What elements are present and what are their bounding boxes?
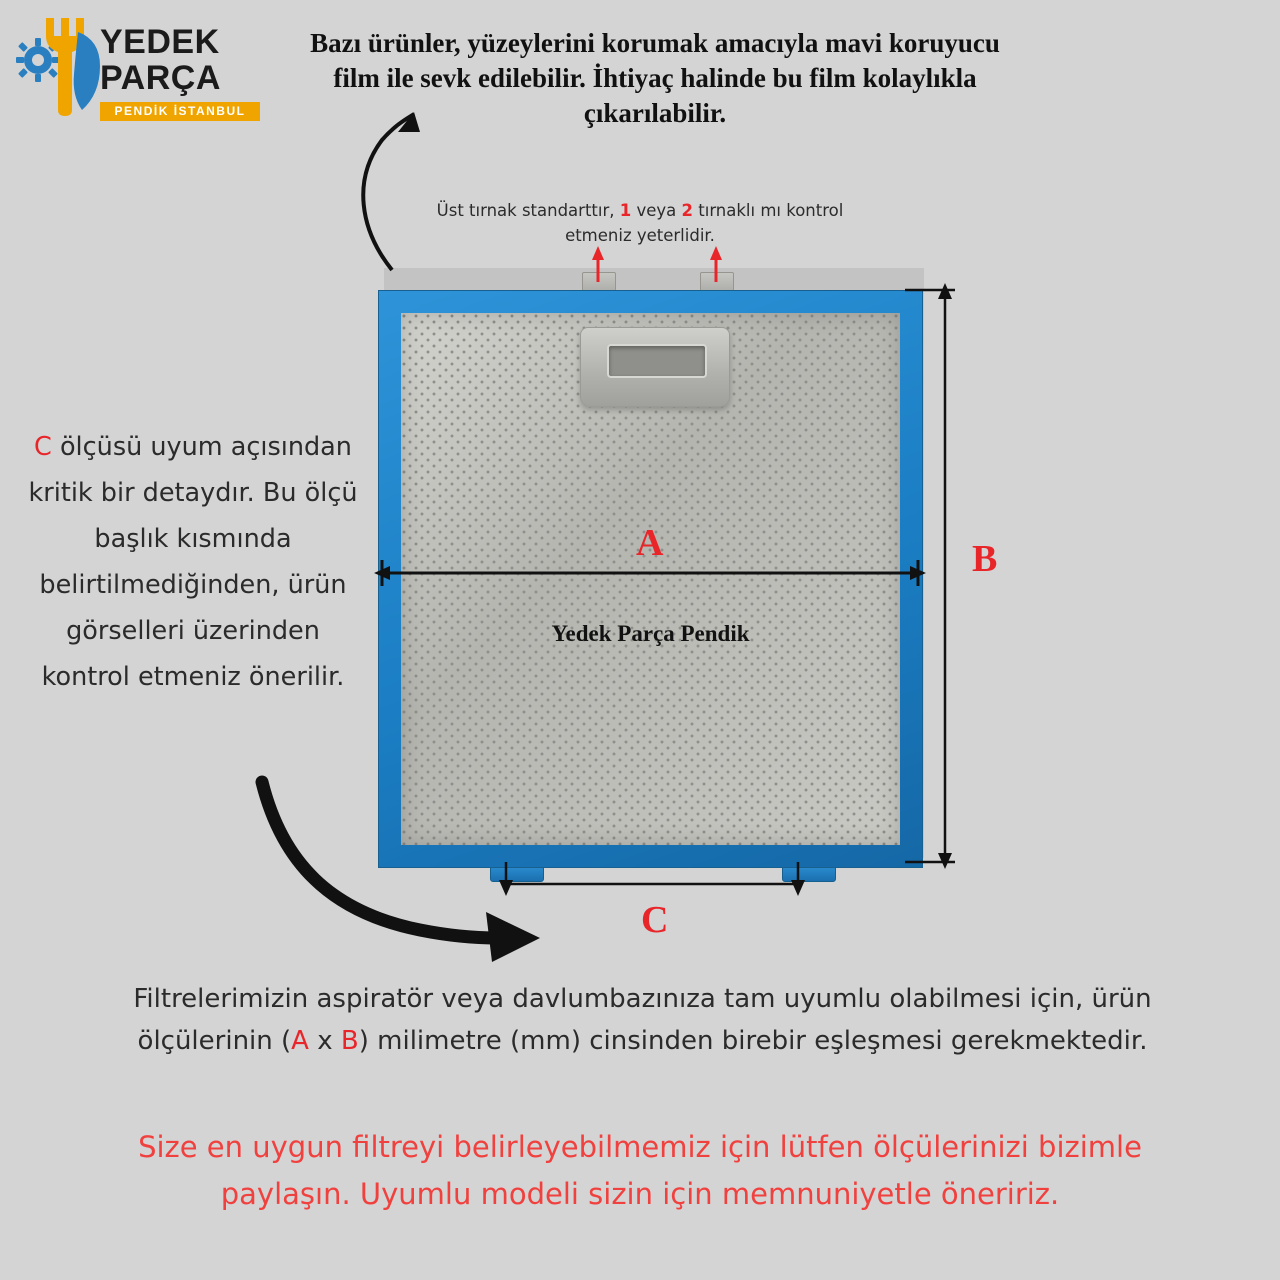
call-to-action-text: Size en uygun filtreyi belirleyebilmemiz için lütfen ölçülerinizi bizimle paylaşın. Uyumlu modeli sizin için memnuniyetle öneririz.: [138, 1130, 1142, 1211]
dimension-b-arrow-top: [938, 283, 952, 299]
headline-text: Bazı ürünler, yüzeylerini korumak amacıyla mavi koruyucu film ile sevk edilebilir. İhtiyaç halinde bu film kolaylıkla çıkarılabilir.: [310, 28, 1000, 128]
c-measure-body: ölçüsü uyum açısından kritik bir detaydır. Bu ölçü başlık kısmında belirtilmediğinden, ürün görselleri üzerinden kontrol etmeniz önerilir.: [28, 432, 358, 692]
dimension-c-arrow-left: [499, 880, 513, 896]
tab-note-count-2: 2: [681, 201, 694, 220]
logo-subtitle: PENDİK İSTANBUL: [100, 102, 260, 121]
tab-arrowhead-left: [592, 246, 604, 260]
brand-logo: [14, 8, 264, 126]
logo-line-2: PARÇA: [100, 59, 221, 97]
compatibility-text: [110, 978, 1175, 1062]
headline-pointer-arrow: [363, 114, 414, 270]
tab-note-part2: veya: [631, 201, 682, 220]
tab-note-part3: tırnaklı mı kontrol etmeniz yeterlidir.: [565, 201, 844, 245]
bottom-pointer-arrowhead: [486, 912, 540, 962]
compat-part2: ) milimetre (mm) cinsinden birebir eşleşmesi gerekmektedir.: [358, 1026, 1148, 1056]
label-a: A: [636, 522, 664, 564]
handle-slot: [607, 344, 707, 378]
filter-handle: [580, 327, 730, 407]
filter-frame: [378, 290, 923, 868]
tab-note-text: [420, 198, 860, 248]
tab-arrowhead-right: [710, 246, 722, 260]
wrench-screwdriver-icon: [38, 14, 104, 118]
filter-illustration: [370, 262, 930, 882]
compat-part1: Filtrelerimizin aspiratör veya davlumbazınıza tam uyumlu olabilmesi için, ürün ölçülerinin (: [133, 984, 1152, 1056]
tab-note-part1: Üst tırnak standarttır,: [436, 201, 620, 220]
label-b: B: [972, 538, 998, 580]
logo-line-1: YEDEK: [100, 23, 220, 61]
c-measure-explanation: [28, 424, 358, 700]
compat-a: A: [291, 1026, 309, 1056]
dimension-b-arrow-bottom: [938, 853, 952, 869]
tab-note-count-1: 1: [619, 201, 632, 220]
product-watermark: Yedek Parça Pendik: [551, 621, 750, 646]
c-letter-inline: C: [34, 432, 52, 462]
label-c: C: [641, 899, 669, 941]
compat-b: B: [340, 1026, 359, 1056]
compat-x: x: [308, 1026, 341, 1056]
dimension-c-arrow-right: [791, 880, 805, 896]
logo-wordmark: [100, 24, 221, 96]
